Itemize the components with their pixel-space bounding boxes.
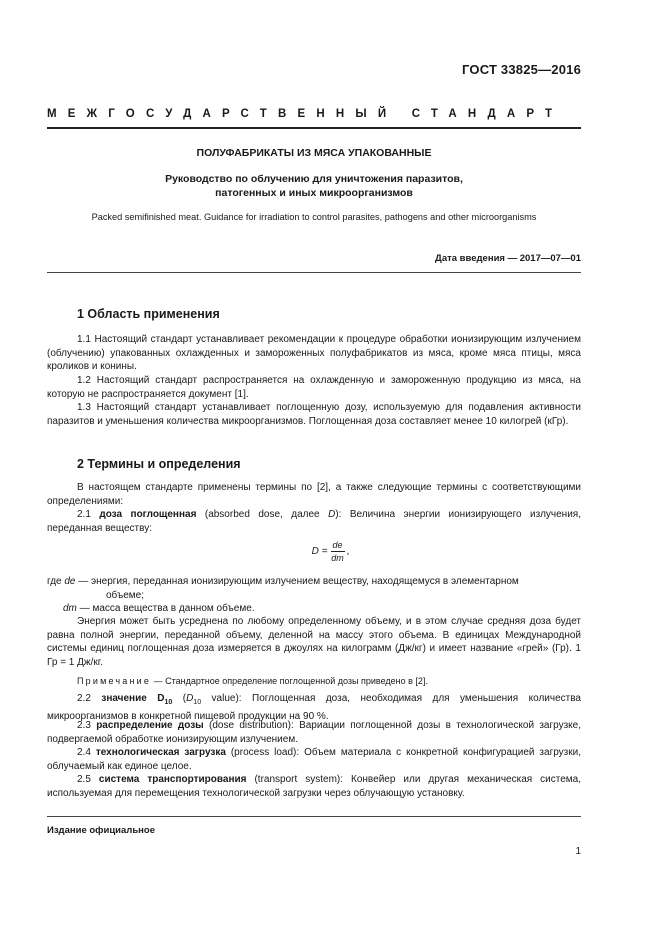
title-block-rule	[47, 272, 581, 273]
header-rule	[47, 127, 581, 129]
term-2-4: 2.4 технологическая загрузка (process load): Объем материала с конкретной конфигурацией загрузки, облучаемый как единое целое.	[47, 747, 582, 772]
clause-1-1: 1.1 Настоящий стандарт устанавливает рекомендации к процедуре обработки ионизирующим излучением (облучению) упакованных охлажденных и замороженных полуфабрикатов из мяса, кроме мяса птицы, мяса кроликов и конины.	[47, 334, 581, 373]
legend-de: где de — энергия, переданная ионизирующим излучением веществу, находящемуся в элементарном	[47, 576, 519, 587]
section-1-heading: 1 Область применения	[77, 307, 220, 321]
note-text: — Стандартное определение поглощенной дозы приведено в [2].	[151, 676, 428, 686]
term-2-5: 2.5 система транспортирования (transport system): Конвейер или другая механическая система, используемая для перемещения технологической загрузки через облучающую установку.	[47, 774, 582, 799]
dose-formula: D = $\frac{de}{dm}$ ,	[311, 540, 350, 563]
subtitle-line-1: Руководство по облучению для уничтожения паразитов,	[165, 173, 463, 185]
term-name: распределение дозы	[96, 720, 204, 731]
standard-banner: МЕЖГОСУДАРСТВЕННЫЙ СТАНДАРТ	[47, 108, 564, 120]
formula-fraction	[331, 540, 345, 563]
legend-dm: dm — масса вещества в данном объеме.	[63, 603, 255, 615]
document-number: ГОСТ 33825—2016	[462, 62, 581, 77]
subtitle-line-2: патогенных и иных микроорганизмов	[215, 187, 413, 199]
section-2-heading: 2 Термины и определения	[77, 457, 241, 471]
term-name: система транспортирования	[98, 774, 247, 785]
introduction-date: Дата введения — 2017—07—01	[435, 253, 581, 264]
formula-numerator: de	[332, 540, 343, 550]
term-2-1: 2.1 доза поглощенная (absorbed dose, далее D): Величина энергии ионизирующего излучения, переданная веществу:	[47, 509, 581, 534]
term-name: доза поглощенная	[99, 509, 197, 520]
clause-1-2: 1.2 Настоящий стандарт распространяется на охлажденную и замороженную продукцию из мяса, на которую не распространяется документ [1].	[47, 375, 581, 400]
note	[47, 676, 581, 686]
term-2-3: 2.3 распределение дозы (dose distribution): Вариации поглощенной дозы в технологической загрузке, подвергаемой обработке ионизирующим излучением.	[47, 720, 581, 745]
formula-lhs: D =	[311, 546, 328, 557]
term-number: 2.1	[77, 509, 91, 520]
formula-denominator: dm	[331, 553, 344, 563]
clause-1-3: 1.3 Настоящий стандарт устанавливает поглощенную дозу, используемую для подавления активности паразитов и уменьшения количества микроорганизмов. Поглощенная доза составляет менее 10 килогрей (кГр).	[47, 402, 581, 427]
section-2-intro: В настоящем стандарте применены термины по [2], а также следующие термины с соответствующими определениями:	[47, 482, 581, 507]
formula-legend	[47, 575, 581, 616]
document-title: ПОЛУФАБРИКАТЫ ИЗ МЯСА УПАКОВАННЫЕ	[196, 147, 432, 159]
note-label: Примечание	[77, 676, 152, 686]
english-title: Packed semifinished meat. Guidance for irradiation to control parasites, pathogens and other microorganisms	[91, 212, 537, 222]
page-number: 1	[575, 846, 581, 857]
term-name: технологическая загрузка	[95, 747, 226, 758]
term-2-2: 2.2 значение $D_{10}$ ($D_{10}$ value): Поглощенная доза, необходимая для уменьшения количества микроорганизмов в конкретной пищевой продукции на 90 %.	[47, 693, 581, 722]
legend-de-continued: объеме;	[106, 589, 144, 601]
official-edition-label: Издание официальное	[47, 825, 155, 836]
energy-paragraph: Энергия может быть усреднена по любому определенному объему, и в этом случае средняя доза будет равна полной энергии, переданной объему, деленной на массу этого объема. В единицах Международной системы единиц поглощенная доза измеряется в джоулях на килограмм (Дж/кг) и имеет название «грей» (Гр). 1 Гр = 1 Дж/кг.	[47, 616, 581, 668]
document-subtitle	[47, 172, 581, 200]
term-name: значение $D_{10}$	[101, 693, 173, 706]
footer-rule	[47, 816, 581, 817]
